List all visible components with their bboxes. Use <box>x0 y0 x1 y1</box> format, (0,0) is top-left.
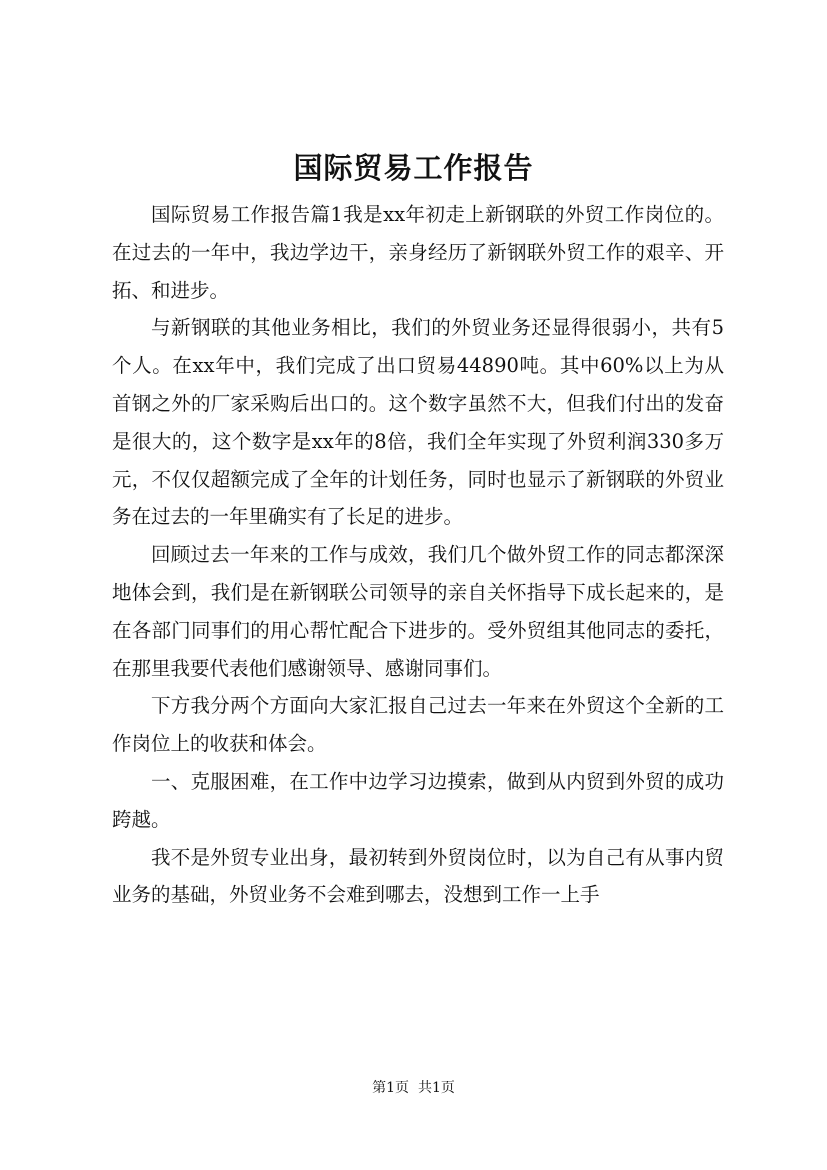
paragraph: 与新钢联的其他业务相比，我们的外贸业务还显得很弱小，共有5个人。在xx年中，我们完成了出口贸易44890吨。其中60%以上为从首钢之外的厂家采购后出口的。这个数字虽然不大，但我们付出的发奋是很大的，这个数字是xx年的8倍，我们全年实现了外贸利润330多万元，不仅仅超额完成了全年的计划任务，同时也显示了新钢联的外贸业务在过去的一年里确实有了长足的进步。 <box>112 316 724 529</box>
paragraph: 下方我分两个方面向大家汇报自己过去一年来在外贸这个全新的工作岗位上的收获和体会。 <box>112 694 724 756</box>
paragraph: 国际贸易工作报告篇1我是xx年初走上新钢联的外贸工作岗位的。在过去的一年中，我边学边干，亲身经历了新钢联外贸工作的艰辛、开拓、和进步。 <box>112 203 724 302</box>
page-number: 第1页 <box>372 1080 410 1096</box>
page-footer <box>0 1078 827 1098</box>
page-total: 共1页 <box>417 1080 455 1096</box>
paragraph: 我不是外贸专业出身，最初转到外贸岗位时，以为自己有从事内贸业务的基础，外贸业务不会难到哪去，没想到工作一上手 <box>112 845 724 907</box>
paragraph: 一、克服困难，在工作中边学习边摸索，做到从内贸到外贸的成功跨越。 <box>112 769 724 831</box>
document-body <box>112 196 724 914</box>
paragraph: 回顾过去一年来的工作与成效，我们几个做外贸工作的同志都深深地体会到，我们是在新钢联公司领导的亲自关怀指导下成长起来的，是在各部门同事们的用心帮忙配合下进步的。受外贸组其他同志的委托，在那里我要代表他们感谢领导、感谢同事们。 <box>112 543 724 680</box>
document-title: 国际贸易工作报告 <box>293 151 534 185</box>
footer-separator <box>409 1080 418 1096</box>
